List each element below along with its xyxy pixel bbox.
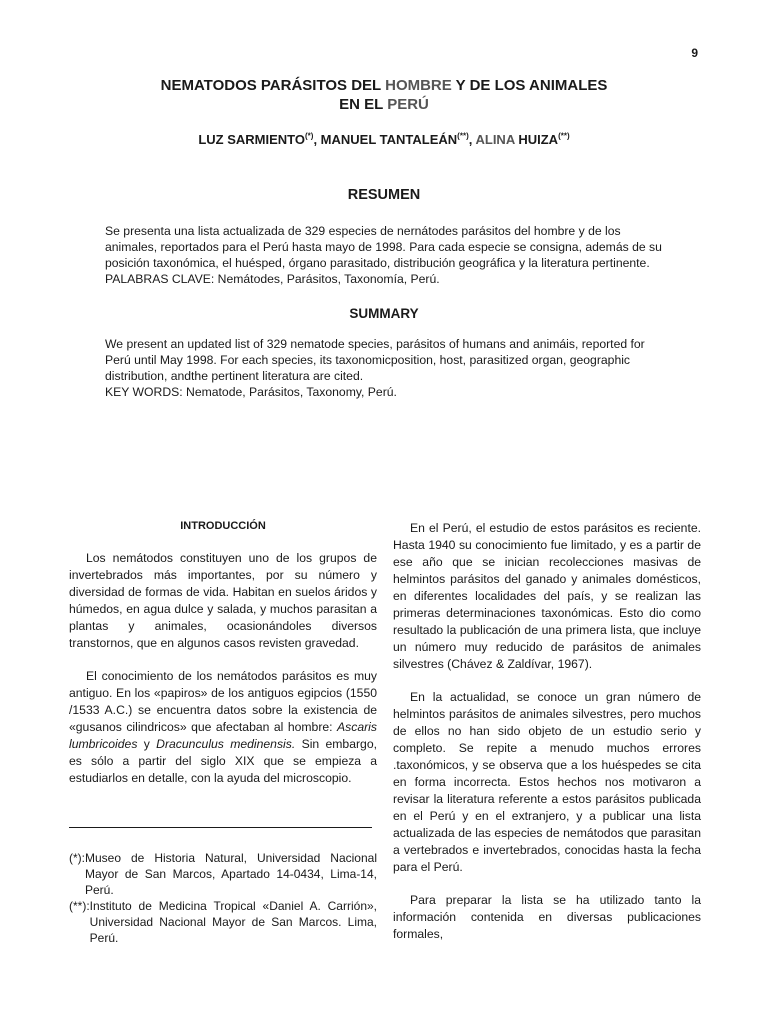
affiliation-mark: (**) <box>457 131 469 141</box>
footnotes <box>69 850 377 946</box>
affiliation-mark: (**) <box>558 131 570 141</box>
footnote-text: Instituto de Medicina Tropical «Daniel A. Carrión», Universidad Nacional Mayor de San Marcos. Lima, Perú. <box>89 899 377 945</box>
summary-abstract <box>105 336 675 400</box>
author-name: HUIZA <box>514 132 559 147</box>
author-name: LUZ SARMIENTO <box>198 132 305 147</box>
affiliation-mark: (*) <box>305 131 314 141</box>
keywords-line: KEY WORDS: Nematode, Parásitos, Taxonomy, Perú. <box>105 385 397 399</box>
paper-title <box>0 76 768 114</box>
body-paragraph-3: Para preparar la lista se ha utilizado tanto la información contenida en diversas publicaciones formales, <box>393 893 701 941</box>
paragraph-text: El conocimiento de los nemátodos parásitos es muy antiguo. En los «papiros» de los antiguos egipcios (1550 /1533 A.C.) se encuentra datos sobre la existencia de «gusanos cilindricos» que afectaban al hombre: <box>69 669 377 734</box>
abstract-line: Se presenta una lista actualizada de 329 especies de nernátodes parásitos del hombre y de los <box>105 224 621 238</box>
left-column <box>69 518 377 803</box>
author-name: , MANUEL TANTALEÁN <box>313 132 458 147</box>
abstract-line: We present an updated list of 329 nematode species, parásitos of humans and animáis, reported for <box>105 337 645 351</box>
right-column <box>393 520 701 959</box>
resumen-abstract <box>105 223 675 287</box>
footnote-1 <box>69 850 377 898</box>
abstract-line: posición taxonómica, el huésped, órgano parasitado, distribución geográfica y la literatura pertinente. <box>105 256 650 270</box>
footnote-mark: (*): <box>69 851 85 865</box>
species-name: Ascaris lumbricoides <box>69 720 377 751</box>
abstract-line: distribution, andthe pertinent literatura are cited. <box>105 369 364 383</box>
authors <box>0 132 768 147</box>
summary-heading: SUMMARY <box>349 306 419 321</box>
title-text: EN EL <box>339 96 388 113</box>
intro-paragraph-2 <box>69 668 377 787</box>
title-line-2 <box>0 95 768 114</box>
abstract-line: animales, reportados para el Perú hasta mayo de 1998. Para cada especie se consigna, además de su <box>105 240 662 254</box>
title-line-1 <box>0 76 768 95</box>
title-text: NEMATODOS PARÁSITOS DEL <box>160 77 386 94</box>
paragraph-text: y <box>137 737 157 751</box>
footnote-mark: (**): <box>69 899 90 913</box>
body-paragraph-1: En el Perú, el estudio de estos parásitos es reciente. Hasta 1940 su conocimiento fue limitado, y es a partir de ese año que se inician recolecciones masivas de helmintos parásitos del ganado y animales domésticos, en diferentes localidades del país, y se realizan las primeras determinaciones taxonómicas. Esto dio como resultado la publicación de una primera lista, que incluye un número muy reducido de parásitos de animales silvestres (Chávez & Zaldívar, 1967). <box>393 521 701 671</box>
resumen-heading: RESUMEN <box>347 187 421 203</box>
title-highlight: HOMBRE <box>385 77 452 94</box>
abstract-line: Perú until May 1998. For each species, its taxonomicposition, host, parasitized organ, geographic <box>105 353 631 367</box>
intro-paragraph-1: Los nemátodos constituyen uno de los grupos de invertebrados más importantes, por su número y diversidad de formas de vida. Habitan en suelos áridos y húmedos, en agua dulce y salada, y muchos parasitan a plantas y animales, ocasionándoles diversos transtornos, que en algunos casos revisten gravedad. <box>69 551 377 650</box>
author-separator: , <box>468 132 476 147</box>
keywords-line: PALABRAS CLAVE: Nemátodes, Parásitos, Taxonomía, Perú. <box>105 272 440 286</box>
title-text: Y DE LOS ANIMALES <box>451 77 608 94</box>
title-highlight: PERÚ <box>387 96 429 113</box>
body-paragraph-2: En la actualidad, se conoce un gran número de helmintos parásitos de animales silvestres, pero muchos de ellos no han sido objeto de un estudio serio y completo. Se repite a menudo muchos errores .taxonómicos, y se observa que a los huéspedes se cita en forma incorrecta. Estos hechos nos motivaron a revisar la literatura referente a estos parásitos publicada en el Perú y en el extranjero, y a publicar una lista actualizada de las especies de nemátodos que parasitan a vertebrados e invertebrados, conocidas hasta la fecha para el Perú. <box>393 690 701 874</box>
introduction-heading: INTRODUCCIÓN <box>180 520 266 532</box>
paragraph-text: Sin embargo, es sólo a partir del siglo XIX que se empieza a estudiarlos en detalle, con la ayuda del microscopio. <box>69 737 377 785</box>
footnote-text: Museo de Historia Natural, Universidad Nacional Mayor de San Marcos, Apartado 14-0434, Lima-14, Perú. <box>85 851 377 897</box>
page-number: 9 <box>691 46 698 60</box>
footnote-divider <box>69 827 372 828</box>
author-name-highlight: ALINA <box>475 132 515 147</box>
footnote-2 <box>69 898 377 946</box>
species-name: Dracunculus medinensis. <box>156 737 296 751</box>
